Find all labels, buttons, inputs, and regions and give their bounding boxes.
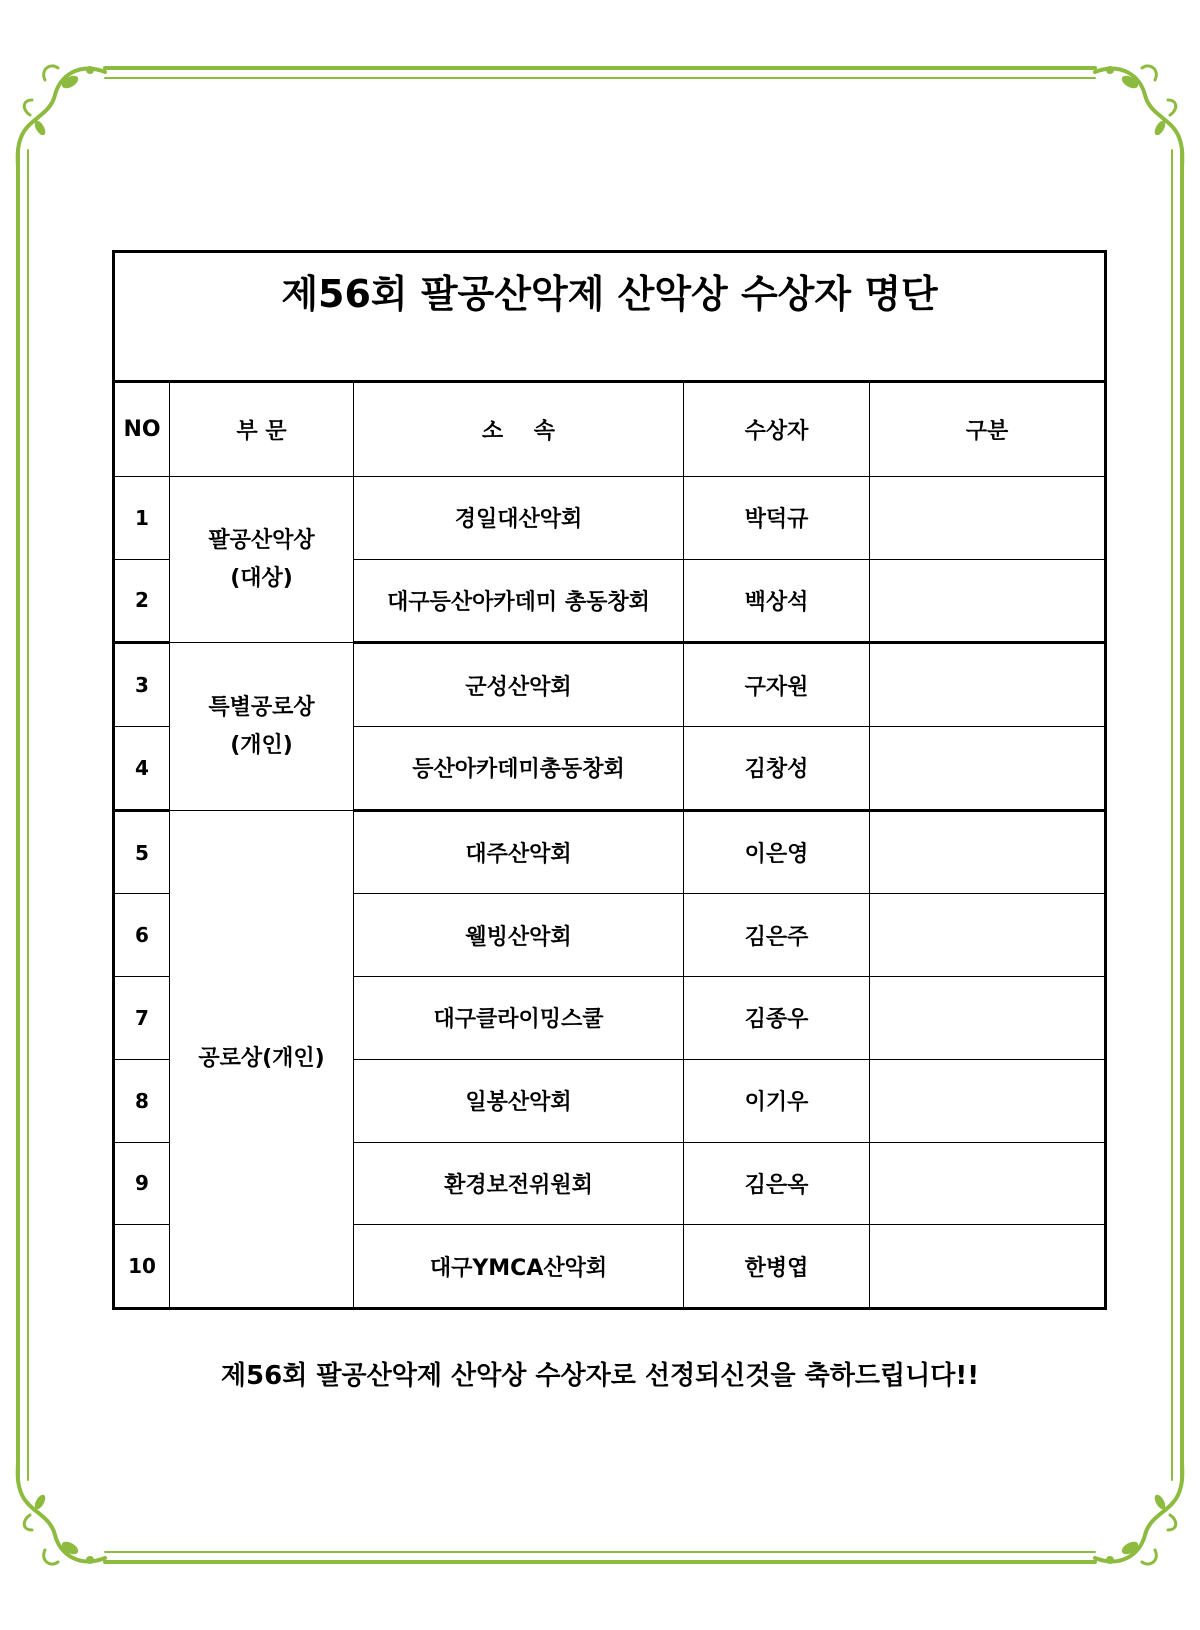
affiliation-cell: 대구등산아카데미 총동창회 <box>354 559 684 643</box>
category-label: 팔공산악상 <box>208 528 315 554</box>
division-cell <box>870 643 1106 727</box>
affiliation-cell: 군성산악회 <box>354 643 684 727</box>
division-cell <box>870 559 1106 643</box>
affiliation-cell: 환경보전위원회 <box>354 1142 684 1225</box>
affiliation-cell: 경일대산악회 <box>354 476 684 559</box>
winner-cell: 이기우 <box>684 1059 870 1142</box>
division-cell <box>870 476 1106 559</box>
winner-cell: 구자원 <box>684 643 870 727</box>
affiliation-cell: 대구클라이밍스쿨 <box>354 977 684 1060</box>
table-title: 제56회 팔공산악제 산악상 수상자 명단 <box>114 252 1106 382</box>
winner-cell: 김은옥 <box>684 1142 870 1225</box>
division-cell <box>870 1142 1106 1225</box>
row-no: 8 <box>114 1059 170 1142</box>
row-no: 1 <box>114 476 170 559</box>
winner-cell: 이은영 <box>684 810 870 894</box>
affiliation-cell: 등산아카데미총동창회 <box>354 727 684 811</box>
winner-cell: 김창성 <box>684 727 870 811</box>
award-winners-table <box>112 250 1107 1310</box>
winner-cell: 백상석 <box>684 559 870 643</box>
category-sublabel: (대상) <box>230 565 293 591</box>
header-no: NO <box>114 382 170 477</box>
division-cell <box>870 727 1106 811</box>
category-cell <box>170 810 354 1308</box>
division-cell <box>870 810 1106 894</box>
row-no: 4 <box>114 727 170 811</box>
table-row <box>114 643 1106 727</box>
row-no: 9 <box>114 1142 170 1225</box>
row-no: 3 <box>114 643 170 727</box>
category-cell <box>170 476 354 642</box>
row-no: 7 <box>114 977 170 1060</box>
winner-cell: 김은주 <box>684 894 870 977</box>
category-label: 공로상(개인) <box>198 1046 325 1072</box>
affiliation-cell: 대주산악회 <box>354 810 684 894</box>
table-row <box>114 476 1106 559</box>
row-no: 5 <box>114 810 170 894</box>
header-category: 부 문 <box>170 382 354 477</box>
category-sublabel: (개인) <box>230 732 293 758</box>
affiliation-cell: 웰빙산악회 <box>354 894 684 977</box>
division-cell <box>870 1059 1106 1142</box>
affiliation-cell: 일봉산악회 <box>354 1059 684 1142</box>
category-cell <box>170 643 354 810</box>
affiliation-cell: 대구YMCA산악회 <box>354 1225 684 1309</box>
row-no: 6 <box>114 894 170 977</box>
division-cell <box>870 1225 1106 1309</box>
row-no: 10 <box>114 1225 170 1309</box>
header-affiliation: 소 속 <box>354 382 684 477</box>
winner-cell: 김종우 <box>684 977 870 1060</box>
category-label: 특별공로상 <box>208 695 315 721</box>
division-cell <box>870 894 1106 977</box>
winner-cell: 한병엽 <box>684 1225 870 1309</box>
row-no: 2 <box>114 559 170 643</box>
table-row <box>114 810 1106 894</box>
division-cell <box>870 977 1106 1060</box>
winner-cell: 박덕규 <box>684 476 870 559</box>
header-winner: 수상자 <box>684 382 870 477</box>
header-division: 구분 <box>870 382 1106 477</box>
congratulations-message: 제56회 팔공산악제 산악상 수상자로 선정되신것을 축하드립니다!! <box>220 1361 980 1391</box>
